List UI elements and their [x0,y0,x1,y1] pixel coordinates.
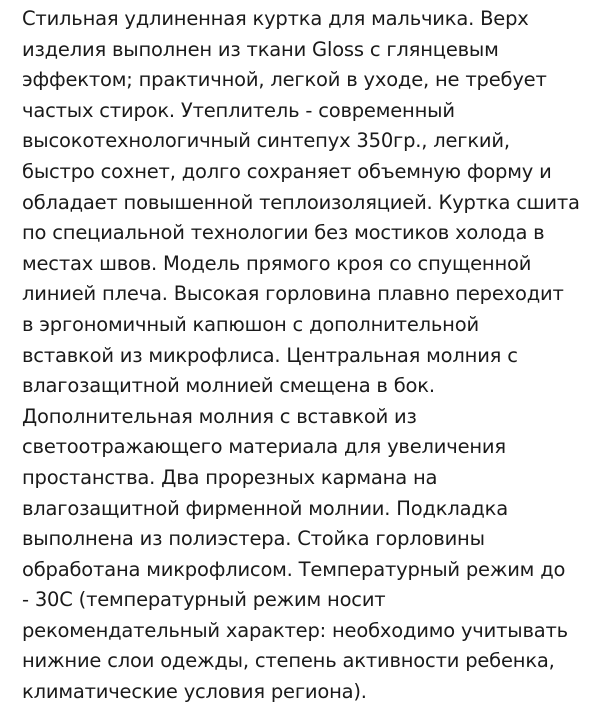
description-line: изделия выполнен из ткани Gloss с глянцевым [22,37,499,61]
description-line: климатические условия региона). [22,680,367,704]
description-line: местах швов. Модель прямого кроя со спущенной [22,251,532,275]
description-line: рекомендательный характер: необходимо учитывать [22,618,568,642]
description-line: простанства. Два прорезных кармана на [22,465,438,489]
description-line: в эргономичный капюшон с дополнительной [22,312,479,336]
description-line: вставкой из микрофлиса. Центральная молния с [22,343,518,367]
description-line: нижние слои одежды, степень активности ребенка, [22,649,555,673]
description-line: обладает повышенной теплоизоляцией. Куртка сшита [22,190,580,214]
description-line: обработана микрофлисом. Температурный режим до [22,557,566,581]
description-line: Дополнительная молния с вставкой из [22,404,417,428]
description-line: высокотехнологичный синтепух 350гр., легкий, [22,129,510,153]
description-line: выполнена из полиэстера. Стойка горловины [22,527,485,551]
description-line: линией плеча. Высокая горловина плавно переходит [22,282,564,306]
description-line: эффектом; практичной, легкой в уходе, не требует [22,68,547,92]
description-line: влагозащитной фирменной молнии. Подкладка [22,496,508,520]
description-line: светоотражающего материала для увеличения [22,435,506,459]
product-description [22,4,602,708]
description-line: быстро сохнет, долго сохраняет объемную форму и [22,159,552,183]
description-line: Стильная удлиненная куртка для мальчика. Верх [22,7,529,30]
description-line: по специальной технологии без мостиков холода в [22,221,545,245]
description-line: - 30С (температурный режим носит [22,588,386,612]
description-line: частых стирок. Утеплитель - современный [22,98,455,122]
description-line: влагозащитной молнией смещена в бок. [22,374,435,398]
